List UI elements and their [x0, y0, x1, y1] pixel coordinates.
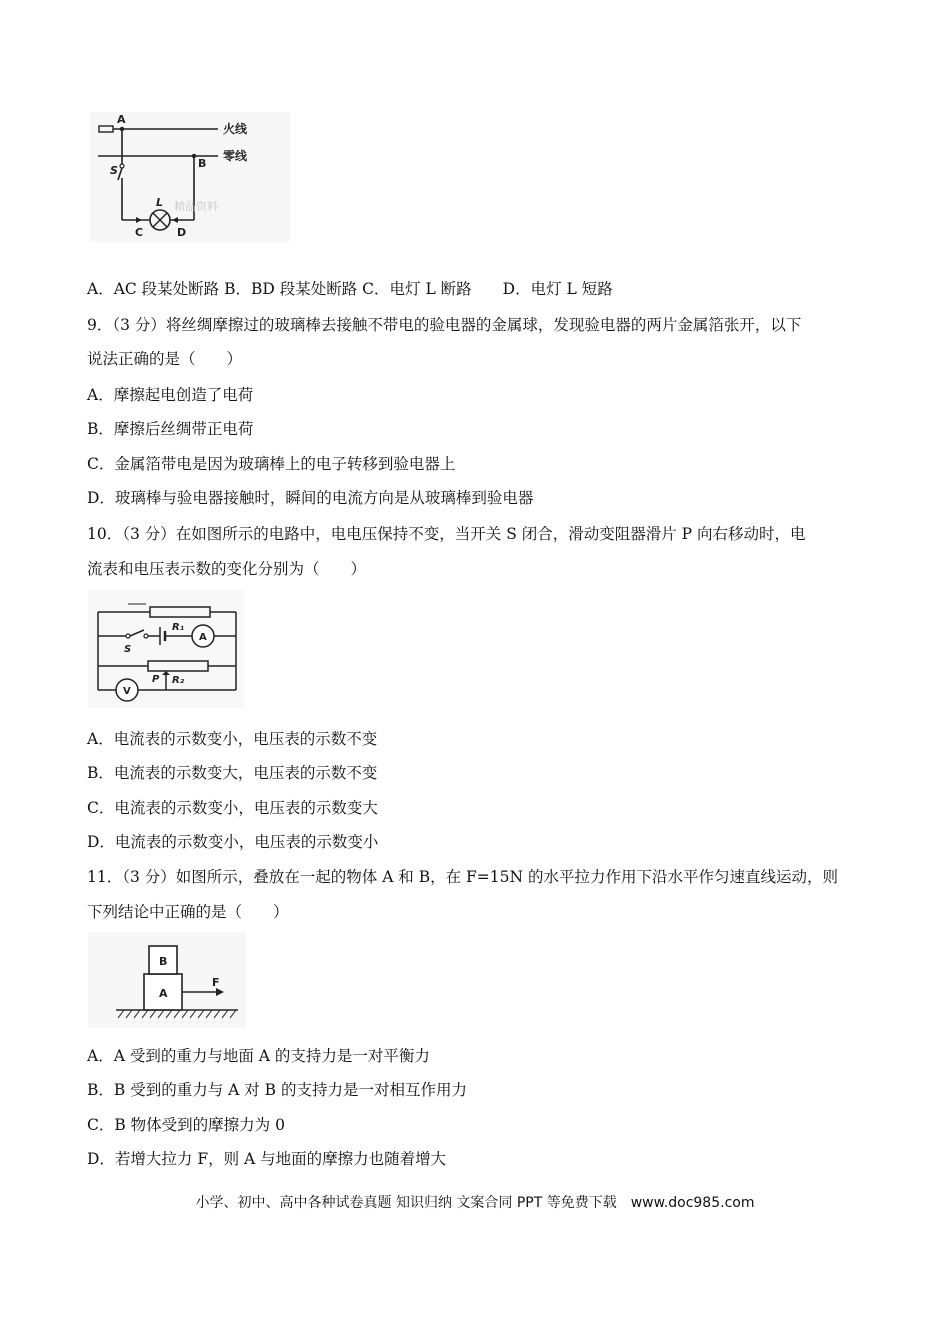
q10-stem-line1: 10．（3 分）在如图所示的电路中，电电压保持不变，当开关 S 闭合，滑动变阻器滑片 P 向右移动时，电 — [87, 525, 806, 543]
voltmeter-label: V — [123, 686, 131, 697]
q11-option-d: D．若增大拉力 F，则 A 与地面的摩擦力也随着增大 — [87, 1150, 447, 1168]
q10-stem-line2: 流表和电压表示数的变化分别为（ ） — [87, 560, 367, 578]
q11-stem-line1: 11．（3 分）如图所示，叠放在一起的物体 A 和 B，在 F=15N 的水平拉力作用下沿水平作匀速直线运动，则 — [87, 868, 839, 886]
q8-options: A．AC 段某处断路 B．BD 段某处断路 C．电灯 L 断路 D．电灯 L 短路 — [87, 280, 613, 298]
r1-label: R₁ — [172, 622, 185, 633]
q9-option-a: A．摩擦起电创造了电荷 — [87, 386, 254, 404]
q10-circuit-diagram — [88, 590, 244, 708]
stacked-blocks-diagram — [88, 932, 246, 1028]
q9-stem-line1: 9．（3 分）将丝绸摩擦过的玻璃棒去接触不带电的验电器的金属球，发现验电器的两片金属箔张开，以下 — [87, 316, 802, 334]
q10-option-a: A．电流表的示数变小，电压表的示数不变 — [87, 730, 378, 748]
slider-label: P — [152, 674, 160, 685]
label-b: B — [198, 157, 207, 170]
force-label: F — [212, 976, 220, 989]
q11-option-c: C．B 物体受到的摩擦力为 0 — [87, 1116, 285, 1134]
q10-option-c: C．电流表的示数变小，电压表的示数变大 — [87, 799, 378, 817]
ammeter-label: A — [199, 632, 207, 643]
label-d: D — [177, 226, 187, 239]
q9-option-d: D．玻璃棒与验电器接触时，瞬间的电流方向是从玻璃棒到验电器 — [87, 489, 534, 507]
svg-text:精品资料: 精品资料 — [174, 200, 218, 213]
q10-option-d: D．电流表的示数变小，电压表的示数变小 — [87, 833, 379, 851]
live-wire-label: 火线 — [223, 122, 248, 136]
label-a: A — [117, 113, 126, 126]
r2-label: R₂ — [172, 675, 185, 686]
label-c: C — [135, 226, 144, 239]
neutral-wire-label: 零线 — [223, 149, 248, 163]
label-l: L — [156, 196, 164, 209]
q9-stem-line2: 说法正确的是（ ） — [87, 350, 243, 368]
block-a-label: A — [159, 987, 168, 1000]
household-circuit-diagram — [90, 112, 290, 242]
switch-label: S — [124, 644, 132, 655]
q9-option-c: C．金属箔带电是因为玻璃棒上的电子转移到验电器上 — [87, 455, 456, 473]
q10-option-b: B．电流表的示数变大，电压表的示数不变 — [87, 764, 378, 782]
q11-option-b: B．B 受到的重力与 A 对 B 的支持力是一对相互作用力 — [87, 1081, 468, 1099]
page-footer: 小学、初中、高中各种试卷真题 知识归纳 文案合同 PPT 等免费下载 www.doc985.com — [195, 1195, 755, 1211]
q9-option-b: B．摩擦后丝绸带正电荷 — [87, 420, 254, 438]
q11-stem-line2: 下列结论中正确的是（ ） — [87, 903, 289, 921]
block-b-label: B — [159, 955, 168, 968]
q11-option-a: A．A 受到的重力与地面 A 的支持力是一对平衡力 — [87, 1047, 430, 1065]
label-s: S — [110, 164, 118, 177]
